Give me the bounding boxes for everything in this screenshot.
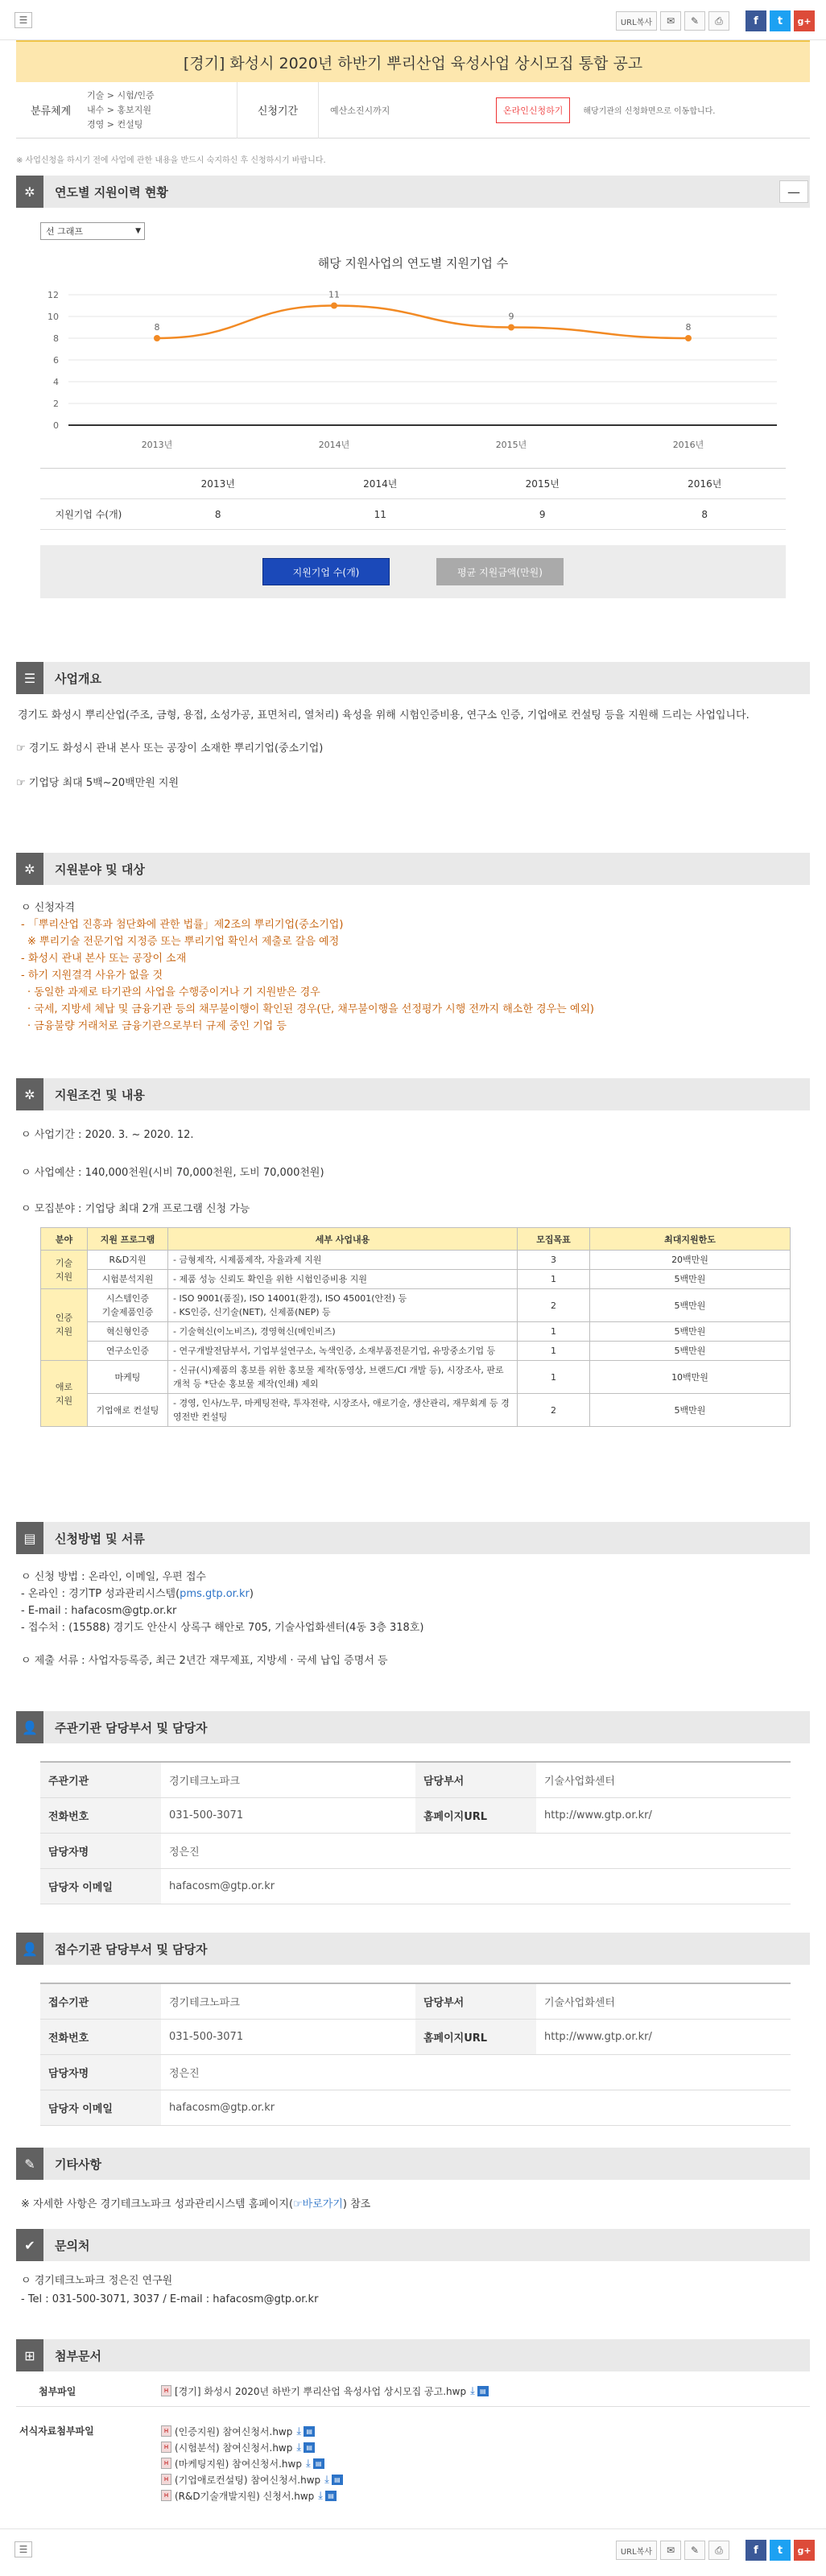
table-row: [40, 2054, 791, 2090]
period-value: 예산소진시까지: [330, 105, 390, 116]
table-cell: 9: [539, 508, 546, 520]
row-label: 지원기업 수(개): [55, 509, 122, 520]
target-line: · 동일한 과제로 타기관의 사업을 수행중이거나 기 지원받은 경우: [27, 986, 320, 999]
group-cell: 인증 지원: [41, 1289, 88, 1361]
section-header: [16, 1711, 810, 1743]
key-cell: 주관기관: [40, 1762, 161, 1797]
table-cell: 8: [701, 508, 708, 520]
section-title: 접수기관 담당부서 및 담당자: [55, 1941, 208, 1957]
key-cell: 담당자 이메일: [40, 2090, 161, 2125]
pencil-icon: ✎: [16, 2148, 43, 2180]
y-tick-label: 12: [47, 290, 59, 300]
document-icon: ▤: [16, 1522, 43, 1554]
section-header: [16, 1933, 810, 1965]
twitter-icon[interactable]: t: [770, 2540, 791, 2561]
key-cell: 전화번호: [40, 1797, 161, 1833]
column-header: 지원 프로그램: [88, 1228, 168, 1251]
hwp-file-icon: H: [161, 2458, 171, 2469]
program-cell: 연구소인증: [88, 1342, 168, 1361]
target-line: - 「뿌리산업 진흥과 첨단화에 관한 법률」제2조의 뿌리기업(중소기업): [21, 919, 344, 931]
program-cell: 시스템인증 기술제품인증: [88, 1289, 168, 1322]
chart-title: 해당 지원사업의 연도별 지원기업 수: [317, 256, 509, 271]
target-line: ※ 뿌리기술 전문기업 지정증 또는 뿌리기업 확인서 제출로 갈음 예정: [27, 936, 340, 948]
key-cell: 담당자명: [40, 2054, 161, 2090]
x-tick-label: 2014년: [318, 440, 350, 450]
overview-bullet: ☞ 기업당 최대 5백~20백만원 지원: [16, 777, 180, 789]
key-cell: 홈페이지URL: [415, 2019, 536, 2054]
y-tick-label: 10: [47, 312, 59, 322]
online-apply-button[interactable]: 온라인신청하기: [496, 97, 570, 123]
value-cell: 경기테크노파크: [161, 1762, 415, 1797]
category-item: 경영 > 컨설팅: [87, 118, 143, 130]
contact-line: - Tel : 031-500-3071, 3037 / E-mail : hafacosm@gtp.or.kr: [21, 2293, 319, 2305]
attach-section: [16, 2339, 810, 2524]
table-header-row: [40, 469, 786, 499]
period-text: ㅇ 사업기간 : 2020. 3. ~ 2020. 12.: [21, 1129, 194, 1141]
form-file-name[interactable]: (인증지원) 참여신청서.hwp: [175, 2425, 293, 2437]
detail-cell: - 제품 성능 신뢰도 확인을 위한 시험인증비용 지원: [168, 1270, 518, 1289]
target-section: [16, 853, 810, 1062]
chart-type-select[interactable]: [40, 222, 145, 240]
overview-section: [16, 662, 810, 847]
column-header: 분야: [41, 1228, 88, 1251]
googleplus-icon[interactable]: g+: [794, 10, 815, 31]
category-label: 분류체계: [31, 105, 72, 118]
value-cell: 기술사업화센터: [536, 1762, 791, 1797]
file-name[interactable]: [경기] 화성시 2020년 하반기 뿌리산업 육성사업 상시모집 공고.hwp: [175, 2385, 467, 2397]
table-header-row: [41, 1228, 791, 1251]
program-cell: 기업애로 컨설팅: [88, 1394, 168, 1427]
limit-cell: 10백만원: [590, 1361, 791, 1394]
y-tick-label: 0: [53, 420, 59, 431]
limit-cell: 20백만원: [590, 1251, 791, 1270]
value-cell: hafacosm@gtp.or.kr: [161, 1868, 791, 1904]
table-row: [41, 1361, 791, 1394]
forms-list: [161, 2423, 343, 2504]
table-row: [40, 1833, 791, 1868]
mail-icon[interactable]: ✉: [660, 11, 681, 31]
form-file-name[interactable]: (마케팅지원) 참여신청서.hwp: [175, 2458, 302, 2470]
field-text: ㅇ 모집분야 : 기업당 최대 2개 프로그램 신청 가능: [21, 1203, 250, 1215]
data-label: 8: [154, 322, 160, 333]
info-table: [16, 82, 810, 139]
bottom-toolbar: [0, 2528, 826, 2569]
contact-line: ㅇ 경기테크노파크 정은진 연구원: [21, 2275, 173, 2287]
gear-icon: ✲: [16, 1078, 43, 1110]
forms-label: 서식자료첨부파일: [19, 2425, 94, 2437]
x-tick-label: 2015년: [495, 440, 527, 450]
attach-row: [16, 2383, 810, 2407]
download-icon[interactable]: ⤓: [470, 2384, 475, 2397]
limit-cell: 5백만원: [590, 1342, 791, 1361]
data-label: 11: [328, 289, 340, 300]
limit-cell: 5백만원: [590, 1270, 791, 1289]
top-toolbar: [0, 0, 826, 40]
chart-button-bar: [40, 545, 786, 598]
x-axis-ticks: [142, 439, 704, 450]
host-section: [16, 1711, 810, 1921]
section-title: 연도별 지원이력 현황: [55, 184, 168, 200]
company-count-button[interactable]: 지원기업 수(개): [262, 558, 390, 585]
section-title: 주관기관 담당부서 및 담당자: [55, 1720, 208, 1735]
table-row: [40, 1983, 791, 2019]
chart-grid: [68, 295, 777, 425]
table-row: [40, 1868, 791, 1904]
notice-text: ※ 사업신청을 하시기 전에 사업에 관한 내용을 반드시 숙지하신 후 신청하시기 바랍니다.: [16, 156, 326, 165]
history-table: [40, 468, 786, 530]
table-row: [41, 1289, 791, 1322]
conditions-section: [16, 1078, 810, 1529]
apply-line: [21, 1586, 810, 1602]
print-icon[interactable]: ⎙: [708, 11, 729, 31]
preview-icon[interactable]: ▤: [325, 2491, 337, 2501]
target-line: · 금융불량 거래처로 금융기관으로부터 규제 중인 기업 등: [27, 1020, 287, 1032]
key-cell: 홈페이지URL: [415, 1797, 536, 1833]
data-label: 8: [685, 322, 692, 333]
apply-line: - E-mail : hafacosm@gtp.or.kr: [21, 1605, 177, 1617]
list-icon[interactable]: ☰: [14, 12, 32, 28]
data-point: [154, 335, 160, 341]
print-icon[interactable]: ⎙: [708, 2541, 729, 2560]
host-table: [40, 1761, 791, 1904]
facebook-icon[interactable]: f: [745, 10, 766, 31]
pin-icon[interactable]: ✎: [684, 2541, 705, 2560]
section-header: [16, 853, 810, 885]
mail-icon[interactable]: ✉: [660, 2541, 681, 2560]
section-header: [16, 1078, 810, 1110]
section-header: [16, 176, 810, 208]
year-header: 2015년: [525, 478, 560, 490]
etc-section: [16, 2148, 810, 2224]
year-header: 2014년: [363, 478, 398, 490]
value-cell: 031-500-3071: [161, 1797, 415, 1833]
category-item: 내수 > 홍보지원: [87, 104, 151, 115]
target-list: [16, 885, 810, 1035]
y-tick-label: 2: [53, 399, 59, 409]
data-point: [508, 325, 514, 331]
etc-text: [21, 2196, 810, 2213]
hwp-file-icon: H: [161, 2490, 171, 2501]
hwp-file-icon: H: [161, 2385, 171, 2396]
category-item: 기술 > 시험/인증: [87, 89, 155, 101]
form-item: [161, 2423, 343, 2439]
file-label: 첨부파일: [39, 2386, 76, 2397]
detail-cell: - 연구개발전담부서, 기업부설연구소, 녹색인증, 소재부품전문기업, 유망중소기업 등: [168, 1342, 518, 1361]
column-header: 모집목표: [518, 1228, 590, 1251]
list-icon: ☰: [16, 662, 43, 694]
download-icon[interactable]: ⤓: [318, 2489, 324, 2502]
form-item: [161, 2455, 343, 2471]
target-line: - 화성시 관내 본사 또는 공장이 소재: [21, 953, 187, 965]
section-header: [16, 662, 810, 694]
apply-text: - 온라인 : 경기TP 성과관리시스템(: [21, 1588, 180, 1600]
detail-cell: - 신규(시)제품의 홍보를 위한 홍보물 제작(동영상, 브랜드/CI 개발 등), 시장조사, 판로개척 등 *단순 홍보물 제작(인쇄) 제외: [168, 1361, 518, 1394]
apply-section: [16, 1522, 810, 1699]
limit-cell: 5백만원: [590, 1322, 791, 1342]
hwp-file-icon: H: [161, 2442, 171, 2453]
budget-text: ㅇ 사업예산 : 140,000천원(시비 70,000천원, 도비 70,000천원): [21, 1167, 324, 1179]
value-cell: 정은진: [161, 2054, 791, 2090]
key-cell: 담당자명: [40, 1833, 161, 1868]
etc-text-part: ) 참조: [342, 2198, 371, 2210]
value-cell: 경기테크노파크: [161, 1983, 415, 2019]
data-label: 9: [508, 311, 514, 322]
table-row: [40, 1762, 791, 1797]
download-icon[interactable]: ⤓: [296, 2425, 302, 2437]
apply-list: [16, 1554, 810, 1669]
year-header: 2013년: [200, 478, 235, 490]
table-row: [40, 499, 786, 530]
reception-section: [16, 1933, 810, 2142]
value-cell: 기술사업화센터: [536, 1983, 791, 2019]
pms-link[interactable]: pms.gtp.or.kr: [180, 1588, 250, 1600]
plus-icon: ⊞: [16, 2339, 43, 2371]
goal-cell: 1: [518, 1270, 590, 1289]
key-cell: 담당부서: [415, 1762, 536, 1797]
form-item: [161, 2439, 343, 2455]
series-line: [154, 306, 688, 339]
goal-cell: 2: [518, 1289, 590, 1322]
program-cell: 혁신형인증: [88, 1322, 168, 1342]
y-axis-ticks: [47, 290, 59, 431]
section-title: 지원분야 및 대상: [55, 862, 145, 877]
homepage-link[interactable]: http://www.gtp.or.kr/: [536, 1797, 791, 1833]
section-title: 사업개요: [55, 671, 101, 686]
form-file-name[interactable]: (기업애로컨설팅) 참여신청서.hwp: [175, 2474, 321, 2486]
table-row: [40, 1797, 791, 1833]
goal-cell: 1: [518, 1361, 590, 1394]
file-item: [161, 2383, 489, 2399]
preview-icon[interactable]: ▤: [304, 2426, 315, 2437]
year-header: 2016년: [688, 478, 722, 490]
y-tick-label: 8: [53, 333, 59, 344]
pin-icon[interactable]: ✎: [684, 11, 705, 31]
user-icon: 👤: [16, 1711, 43, 1743]
group-cell: 기술 지원: [41, 1251, 88, 1289]
section-header: [16, 2229, 810, 2261]
target-line: - 하기 지원결격 사유가 없을 것: [21, 970, 163, 982]
form-item: [161, 2487, 343, 2504]
collapse-button[interactable]: —: [779, 180, 808, 203]
table-cell: 11: [374, 508, 386, 520]
y-tick-label: 4: [53, 377, 59, 387]
key-cell: 접수기관: [40, 1983, 161, 2019]
table-row: [41, 1322, 791, 1342]
url-copy-button[interactable]: URL복사: [616, 2541, 657, 2560]
twitter-icon[interactable]: t: [770, 10, 791, 31]
googleplus-icon[interactable]: g+: [794, 2540, 815, 2561]
preview-icon[interactable]: ▤: [477, 2386, 489, 2396]
table-row: [40, 2090, 791, 2125]
apply-line: ㅇ 신청 방법 : 온라인, 이메일, 우편 접수: [21, 1571, 206, 1583]
y-tick-label: 6: [53, 355, 59, 366]
toolbar-actions: [616, 2540, 815, 2561]
detail-cell: - 기술혁신(이노비즈), 경영혁신(메인비즈): [168, 1322, 518, 1342]
category-list: [76, 89, 237, 132]
value-cell: 031-500-3071: [161, 2019, 415, 2054]
facebook-icon[interactable]: f: [745, 2540, 766, 2561]
section-header: [16, 2339, 810, 2371]
table-row: [40, 2019, 791, 2054]
goal-cell: 3: [518, 1251, 590, 1270]
section-title: 신청방법 및 서류: [55, 1531, 145, 1546]
limit-cell: 5백만원: [590, 1289, 791, 1322]
hwp-file-icon: H: [161, 2474, 171, 2485]
gear-icon: ✲: [16, 853, 43, 885]
url-copy-button[interactable]: URL복사: [616, 11, 657, 31]
target-line: · 국세, 지방세 체납 및 금융기관 등의 채무불이행이 확인된 경우(단, 채무불이행을 선정평가 시행 전까지 해소한 경우는 예외): [27, 1003, 595, 1015]
section-header: [16, 1522, 810, 1554]
goal-cell: 1: [518, 1342, 590, 1361]
program-cell: 마케팅: [88, 1361, 168, 1394]
x-tick-label: 2016년: [672, 440, 704, 450]
section-title: 첨부문서: [55, 2348, 101, 2363]
table-cell: 8: [214, 508, 221, 520]
overview-bullet: ☞ 경기도 화성시 관내 본사 또는 공장이 소재한 뿌리기업(중소기업): [16, 742, 324, 755]
table-row: [41, 1394, 791, 1427]
table-row: [41, 1342, 791, 1361]
shortcut-link[interactable]: ☞바로가기: [293, 2198, 343, 2210]
limit-cell: 5백만원: [590, 1394, 791, 1427]
apply-text: ): [249, 1588, 254, 1600]
page-title: [경기] 화성시 2020년 하반기 뿌리산업 육성사업 상시모집 통합 공고: [16, 40, 810, 82]
value-cell: hafacosm@gtp.or.kr: [161, 2090, 791, 2125]
goal-cell: 1: [518, 1322, 590, 1342]
preview-icon[interactable]: ▤: [332, 2475, 343, 2485]
goal-cell: 2: [518, 1394, 590, 1427]
history-section: [16, 176, 810, 610]
section-header: [16, 2148, 810, 2180]
select-value: 선 그래프: [46, 226, 84, 237]
column-header: 최대지원한도: [590, 1228, 791, 1251]
reception-table: [40, 1983, 791, 2126]
etc-text-part: ※ 자세한 사항은 경기테크노파크 성과관리시스템 홈페이지(: [21, 2198, 294, 2210]
table-row: [41, 1270, 791, 1289]
apply-line: - 접수처 : (15588) 경기도 안산시 상록구 해안로 705, 기술사업화센터(4동 3층 318호): [21, 1622, 424, 1634]
list-icon[interactable]: ☰: [14, 2541, 32, 2557]
section-title: 지원조건 및 내용: [55, 1087, 145, 1102]
program-cell: 시험분석지원: [88, 1270, 168, 1289]
value-cell: 정은진: [161, 1833, 791, 1868]
chevron-down-icon: ▼: [135, 227, 141, 235]
download-icon[interactable]: ⤓: [296, 2441, 302, 2454]
apply-line: ㅇ 제출 서류 : 사업자등록증, 최근 2년간 재무제표, 지방세 · 국세 납입 증명서 등: [21, 1655, 388, 1667]
group-cell: 애로 지원: [41, 1361, 88, 1427]
key-cell: 담당부서: [415, 1983, 536, 2019]
data-point: [331, 303, 337, 309]
target-heading: ㅇ 신청자격: [21, 902, 75, 914]
contact-section: [16, 2229, 810, 2318]
apply-note: 해당기관의 신청화면으로 이동합니다.: [583, 107, 716, 116]
program-cell: R&D지원: [88, 1251, 168, 1270]
detail-cell: - ISO 9001(품질), ISO 14001(환경), ISO 45001(안전) 등 - KS인증, 신기술(NET), 신제품(NEP) 등: [168, 1289, 518, 1322]
user-icon: 👤: [16, 1933, 43, 1965]
check-icon: ✔: [16, 2229, 43, 2261]
download-icon[interactable]: ⤓: [324, 2473, 329, 2486]
key-cell: 담당자 이메일: [40, 1868, 161, 1904]
gear-icon: ✲: [16, 176, 43, 208]
period-label: 신청기간: [257, 105, 299, 118]
detail-cell: - 경영, 인사/노무, 마케팅전략, 투자전략, 시장조사, 애로기술, 생산관리, 재무회계 등 경영전반 컨설팅: [168, 1394, 518, 1427]
preview-icon[interactable]: ▤: [313, 2458, 324, 2469]
line-chart: [16, 279, 810, 472]
form-file-name[interactable]: (R&D기술개발지원) 신청서.hwp: [175, 2490, 315, 2502]
section-title: 기타사항: [55, 2156, 101, 2172]
column-header: 세부 사업내용: [168, 1228, 518, 1251]
key-cell: 전화번호: [40, 2019, 161, 2054]
overview-text: 경기도 화성시 뿌리산업(주조, 금형, 용접, 소성가공, 표면처리, 열처리) 육성을 위해 시험인증비용, 연구소 인증, 기업애로 컨설팅 등을 지원해 드리는 사업입니다.: [18, 709, 750, 722]
homepage-link[interactable]: http://www.gtp.or.kr/: [536, 2019, 791, 2054]
toolbar-actions: [616, 10, 815, 31]
form-file-name[interactable]: (시험분석) 참여신청서.hwp: [175, 2442, 293, 2454]
data-point: [685, 335, 692, 341]
x-tick-label: 2013년: [141, 440, 173, 450]
detail-cell: - 금형제작, 시제품제작, 자율과제 지원: [168, 1251, 518, 1270]
preview-icon[interactable]: ▤: [304, 2442, 315, 2453]
program-table: [40, 1227, 791, 1427]
section-title: 문의처: [55, 2238, 90, 2253]
average-amount-button[interactable]: 평균 지원금액(만원): [436, 558, 564, 585]
download-icon[interactable]: ⤓: [305, 2457, 311, 2470]
form-item: [161, 2471, 343, 2487]
table-row: [41, 1251, 791, 1270]
hwp-file-icon: H: [161, 2425, 171, 2437]
